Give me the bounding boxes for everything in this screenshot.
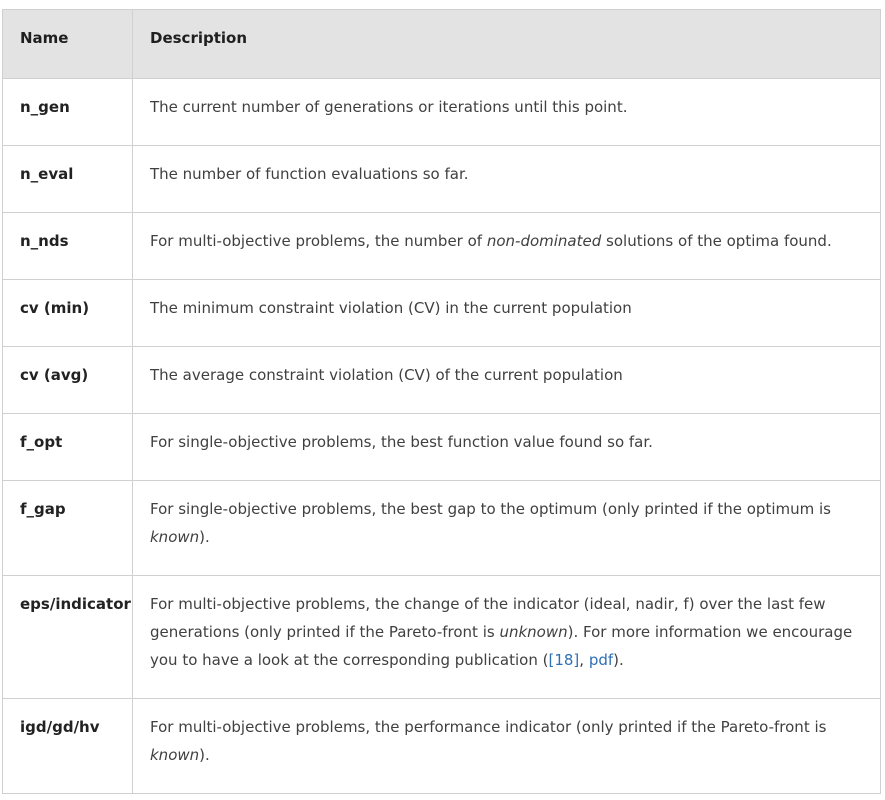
row-name: eps/indicator <box>20 595 131 613</box>
table-row <box>3 414 881 481</box>
row-name-cell <box>3 414 133 481</box>
row-name-cell <box>3 146 133 213</box>
header-name <box>3 10 133 79</box>
row-description-cell <box>133 213 881 280</box>
description-emphasis: known <box>150 528 200 546</box>
citation-link[interactable]: [18] <box>548 651 580 669</box>
table-row <box>3 146 881 213</box>
header-description-label: Description <box>150 29 248 47</box>
description-text: ). <box>199 746 210 764</box>
row-name: n_nds <box>20 232 69 250</box>
row-description-cell <box>133 280 881 347</box>
row-name-cell <box>3 481 133 576</box>
description-text: ). <box>199 528 210 546</box>
table-row <box>3 347 881 414</box>
header-name-label: Name <box>20 29 69 47</box>
row-name-cell <box>3 699 133 794</box>
table-row <box>3 576 881 699</box>
table-row <box>3 79 881 146</box>
table-row <box>3 481 881 576</box>
description-text: For multi-objective problems, the change of the indicator (ideal, nadir, f) over the last few generations (only printed if the Pareto-front is <box>150 595 826 641</box>
row-description-cell <box>133 699 881 794</box>
row-description <box>133 481 880 551</box>
row-name: cv (min) <box>20 299 90 317</box>
row-description-cell <box>133 576 881 699</box>
pdf-link[interactable]: pdf <box>588 651 614 669</box>
row-description-cell <box>133 481 881 576</box>
algorithm-output-table <box>2 9 881 794</box>
row-name: f_gap <box>20 500 66 518</box>
row-name: n_eval <box>20 165 74 183</box>
description-text: For multi-objective problems, the number of <box>150 232 487 250</box>
row-description <box>133 576 880 674</box>
row-name-cell <box>3 576 133 699</box>
row-name: cv (avg) <box>20 366 89 384</box>
algorithm-output-table-container <box>2 9 880 794</box>
row-description-cell <box>133 414 881 481</box>
row-name-cell <box>3 79 133 146</box>
row-description: The number of function evaluations so far. <box>150 165 469 183</box>
description-text: For single-objective problems, the best gap to the optimum (only printed if the optimum is <box>150 500 831 518</box>
description-emphasis: known <box>150 746 200 764</box>
row-description: For single-objective problems, the best function value found so far. <box>150 433 653 451</box>
table-row <box>3 213 881 280</box>
table-header-row <box>3 10 881 79</box>
description-emphasis: unknown <box>499 623 568 641</box>
row-description-cell <box>133 79 881 146</box>
header-description <box>133 10 881 79</box>
row-description <box>133 699 880 769</box>
description-text: , <box>579 651 589 669</box>
row-description <box>133 213 880 255</box>
row-description: The current number of generations or iterations until this point. <box>150 98 628 116</box>
row-description: The average constraint violation (CV) of the current population <box>150 366 623 384</box>
row-description-cell <box>133 347 881 414</box>
table-row <box>3 280 881 347</box>
row-description-cell <box>133 146 881 213</box>
description-text: ). For more information we encourage you to have a look at the corresponding publication ( <box>150 623 853 669</box>
table-row <box>3 699 881 794</box>
row-description: The minimum constraint violation (CV) in the current population <box>150 299 632 317</box>
row-name: f_opt <box>20 433 63 451</box>
description-text: solutions of the optima found. <box>601 232 832 250</box>
description-text: ). <box>613 651 624 669</box>
row-name-cell <box>3 280 133 347</box>
row-name: n_gen <box>20 98 70 116</box>
row-name: igd/gd/hv <box>20 718 100 736</box>
row-name-cell <box>3 347 133 414</box>
description-emphasis: non-dominated <box>486 232 602 250</box>
description-text: For multi-objective problems, the performance indicator (only printed if the Pareto-front is <box>150 718 827 736</box>
row-name-cell <box>3 213 133 280</box>
